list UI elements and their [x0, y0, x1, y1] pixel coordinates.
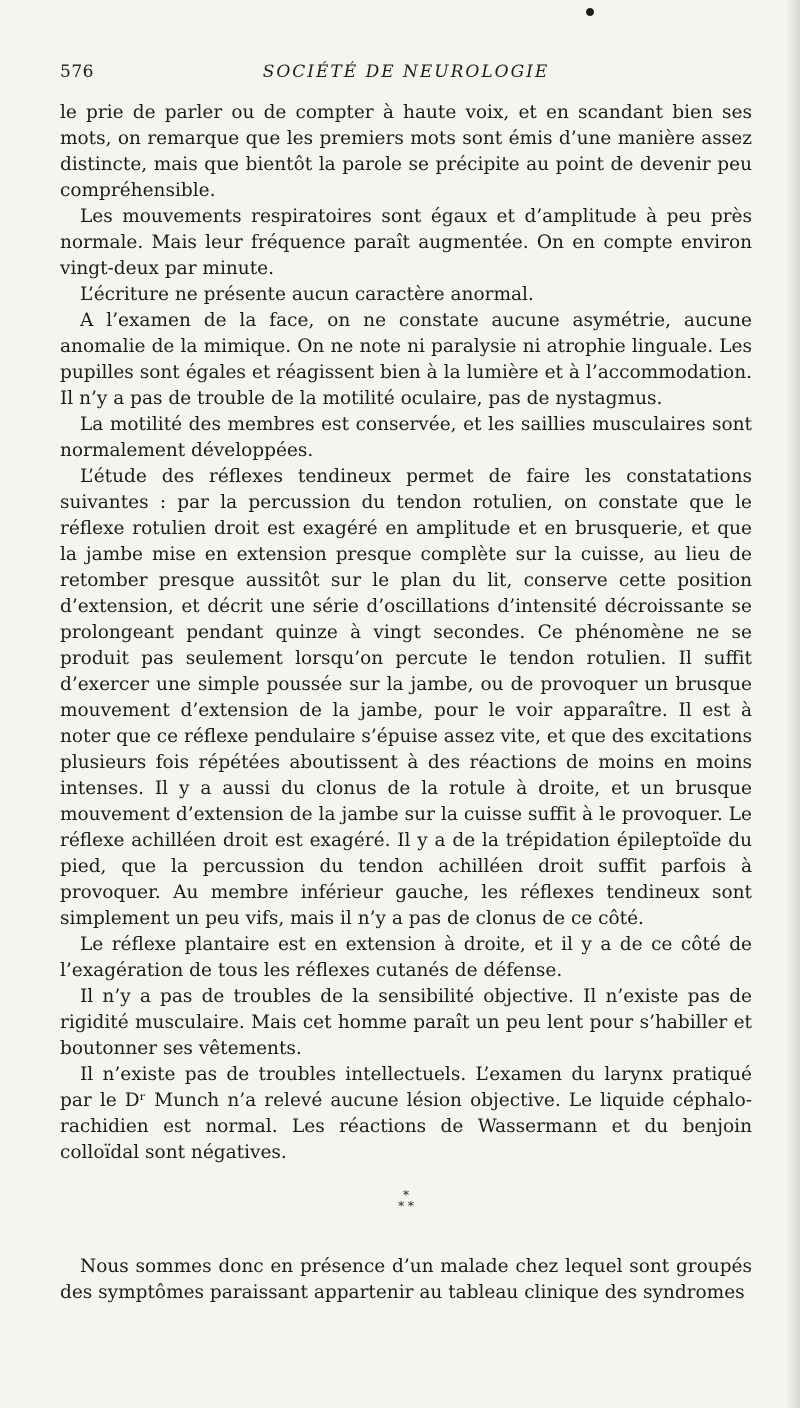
page-number: 576	[60, 62, 94, 82]
running-title: SOCIÉTÉ DE NEUROLOGIE	[262, 62, 550, 82]
asterism-bottom: * *	[398, 1199, 414, 1213]
asterism-divider	[60, 1190, 752, 1242]
paragraph-speech: le prie de parler ou de compter à haute voix, et en scandant bien ses mots, on remarque que les premiers mots sont émis d’une manière assez distincte, mais que bientôt la parole se précipite au point de devenir peu compréhensible.	[60, 102, 752, 201]
page	[60, 62, 752, 1306]
paragraph-intellect-larynx: Il n’existe pas de troubles intellectuels. L’examen du larynx pratiqué par le Dʳ Munch n’a relevé aucune lésion objective. Le liquide céphalo-rachidien est normal. Les réactions de Wassermann et du benjoin colloïdal sont négatives.	[60, 1064, 752, 1163]
paragraph-motility: La motilité des membres est conservée, et les saillies musculaires sont normalement développées.	[60, 414, 752, 461]
paragraph-respiration: Les mouvements respiratoires sont égaux et d’amplitude à peu près normale. Mais leur fréquence paraît augmentée. On en compte environ vingt-deux par minute.	[60, 206, 752, 279]
running-head	[60, 62, 752, 94]
body-text	[60, 100, 752, 1306]
paragraph-writing: L’écriture ne présente aucun caractère anormal.	[80, 284, 534, 305]
paragraph-face-exam: A l’examen de la face, on ne constate aucune asymétrie, aucune anomalie de la mimique. On ne note ni paralysie ni atrophie linguale. Les pupilles sont égales et réagissent bien à la lumière et à l’accommodation. Il n’y a pas de trouble de la motilité oculaire, pas de nystagmus.	[60, 310, 752, 409]
paragraph-plantar-reflex: Le réflexe plantaire est en extension à droite, et il y a de ce côté de l’exagération de tous les réflexes cutanés de défense.	[60, 934, 752, 981]
paragraph-reflexes: L’étude des réflexes tendineux permet de faire les constatations suivantes : par la percussion du tendon rotulien, on constate que le réflexe rotulien droit est exagéré en amplitude et en brusquerie, et que la jambe mise en extension presque complète sur la cuisse, au lieu de retomber presque aussitôt sur le plan du lit, conserve cette position d’extension, et décrit une série d’oscillations d’intensité décroissante se prolongeant pendant quinze à vingt secondes. Ce phénomène ne se produit pas seulement lorsqu’on percute le tendon rotulien. Il suffit d’exercer une simple poussée sur la jambe, ou de provoquer un brusque mouvement d’extension de la jambe, pour le voir apparaître. Il est à noter que ce réflexe pendulaire s’épuise assez vite, et que des excitations plusieurs fois répétées aboutissent à des réactions de moins en moins intenses. Il y a aussi du clonus de la rotule à droite, et un brusque mouvement d’extension de la jambe sur la cuisse suffit à le provoquer. Le réflexe achilléen droit est exagéré. Il y a de la trépidation épileptoïde du pied, que la percussion du tendon achilléen droit suffit parfois à provoquer. Au membre inférieur gauche, les réflexes tendineux sont simplement un peu vifs, mais il n’y a pas de clonus de ce côté.	[60, 466, 752, 929]
page-edge-shadow	[786, 0, 800, 1408]
paragraph-conclusion: Nous sommes donc en présence d’un malade chez lequel sont groupés des symptômes paraissant appartenir au tableau clinique des syndromes	[60, 1256, 752, 1303]
ink-speck	[586, 8, 594, 16]
asterism-top: *	[403, 1188, 409, 1202]
paragraph-sensibility: Il n’y a pas de troubles de la sensibilité objective. Il n’existe pas de rigidité musculaire. Mais cet homme paraît un peu lent pour s’habiller et boutonner ses vêtements.	[60, 986, 752, 1059]
